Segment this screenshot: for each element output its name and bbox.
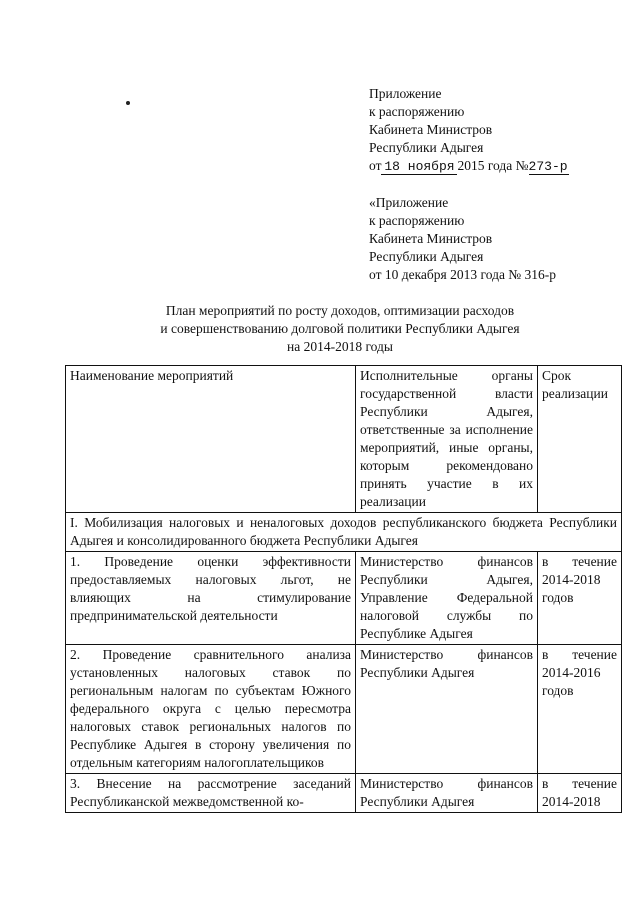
table-row <box>66 774 622 813</box>
measure-responsible: Министерство финансов Республики Адыгея, Управление Федеральной налоговой службы по Республике Адыгея <box>356 552 538 645</box>
handwritten-date: 18 ноября <box>381 160 457 175</box>
handwritten-order-number: 273-р <box>528 159 568 174</box>
stray-dot-mark <box>126 101 130 105</box>
original-appendix-line: Республики Адыгея <box>369 249 484 264</box>
original-appendix-header <box>369 194 556 284</box>
measure-responsible: Министерство финансов Республики Адыгея <box>356 645 538 774</box>
appendix-line: Приложение <box>369 86 442 101</box>
measures-table <box>65 365 622 813</box>
original-appendix-line: «Приложение <box>369 195 449 210</box>
measure-name: 2. Проведение сравнительного анализа установленных налоговых ставок по региональным налогам по субъектам Южного федерального округа с целью пересмотра налоговых ставок региональных налогов по Республике Адыгея в сторону увеличения по отдельным категориям налогоплательщиков <box>66 645 356 774</box>
table-row <box>66 645 622 774</box>
document-title <box>60 302 620 356</box>
measure-term: в течение 2014-2018 годов <box>538 552 622 645</box>
measure-term: в течение 2014-2016 годов <box>538 645 622 774</box>
title-line: на 2014-2018 годы <box>287 339 393 354</box>
table-row <box>66 552 622 645</box>
header-measures: Наименование мероприятий <box>66 366 356 513</box>
title-line: План мероприятий по росту доходов, оптимизации расходов <box>165 303 515 318</box>
title-line: и совершенствованию долговой политики Республики Адыгея <box>160 321 520 336</box>
original-appendix-line: Кабинета Министров <box>369 231 493 246</box>
section-row <box>66 513 622 552</box>
table-header-row <box>66 366 622 513</box>
measure-responsible: Министерство финансов Республики Адыгея <box>356 774 538 813</box>
section-title: I. Мобилизация налоговых и неналоговых доходов республиканского бюджета Республики Адыгея и консолидированного бюджета Республики Адыгея <box>66 513 622 552</box>
measure-term: в течение 2014-2018 <box>538 774 622 813</box>
measure-name: 1. Проведение оценки эффективности предоставляемых налоговых льгот, не влияющих на стимулирование предпринимательской деятельности <box>66 552 356 645</box>
original-appendix-date: от 10 декабря 2013 года № 316-р <box>369 267 557 282</box>
header-responsible: Исполнительные органы государственной власти Республики Адыгея, ответственные за исполнение мероприятий, иные органы, которым рекомендовано принять участие в их реализации <box>356 366 538 513</box>
appendix-header <box>369 85 569 175</box>
appendix-line: Республики Адыгея <box>369 140 484 155</box>
measure-name: 3. Внесение на рассмотрение заседаний Республиканской межведомственной ко- <box>66 774 356 813</box>
appendix-date-line <box>369 157 569 175</box>
date-prefix: от <box>369 158 382 173</box>
original-appendix-line: к распоряжению <box>369 213 465 228</box>
date-year: 2015 года № <box>457 158 529 173</box>
appendix-line: к распоряжению <box>369 104 465 119</box>
header-term: Срок реализации <box>538 366 622 513</box>
appendix-line: Кабинета Министров <box>369 122 493 137</box>
